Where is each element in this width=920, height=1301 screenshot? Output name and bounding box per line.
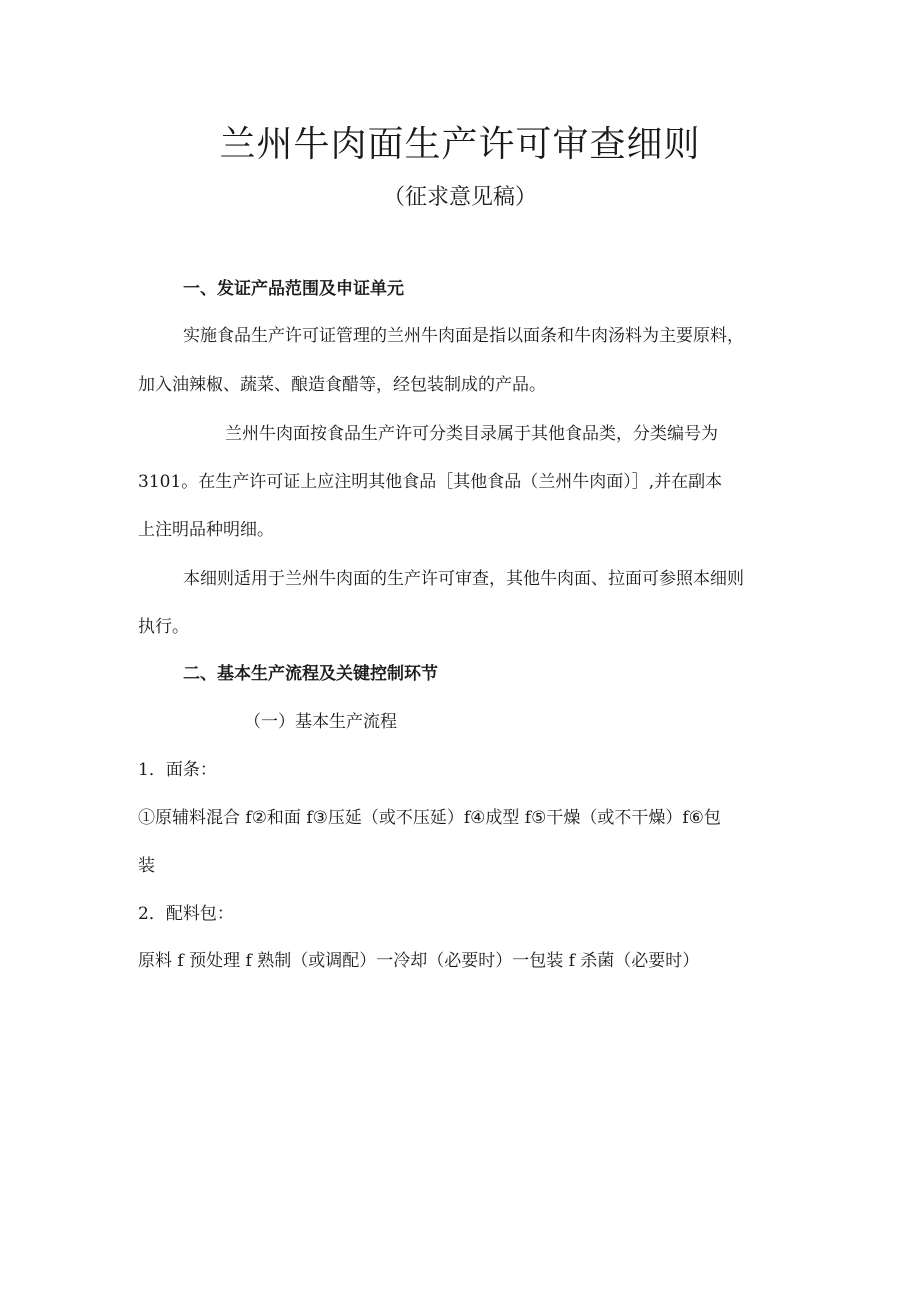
item-2-label: 2．配料包：: [138, 904, 234, 924]
section-1-para-2-line-3: 上注明品种明细。: [138, 520, 274, 540]
document-subtitle: （征求意见稿）: [382, 185, 537, 210]
document-title: 兰州牛肉面生产许可审查细则: [219, 124, 701, 165]
item-1-line-1: ①原辅料混合 f②和面 f③压延（或不压延）f④成型 f⑤干燥（或不干燥）f⑥包: [138, 808, 721, 828]
item-2-line: 原料 f 预处理 f 熟制（或调配）一冷却（必要时）一包装 f 杀菌（必要时）: [138, 951, 700, 971]
section-1-para-1-line-2: 加入油辣椒、蔬菜、酿造食醋等，经包装制成的产品。: [138, 375, 546, 395]
section-2-heading: 二、基本生产流程及关键控制环节: [183, 664, 438, 684]
section-1-para-3-line-1: 本细则适用于兰州牛肉面的生产许可审查，其他牛肉面、拉面可参照本细则: [183, 569, 744, 589]
section-1-heading: 一、发证产品范围及申证单元: [183, 279, 404, 299]
subsection-1-heading: （一）基本生产流程: [244, 712, 397, 732]
section-1-para-3-line-2: 执行。: [138, 617, 189, 637]
section-1-para-2-line-1: 兰州牛肉面按食品生产许可分类目录属于其他食品类，分类编号为: [225, 424, 718, 444]
item-1-line-2: 装: [138, 856, 155, 876]
section-1-para-1-line-1: 实施食品生产许可证管理的兰州牛肉面是指以面条和牛肉汤料为主要原料，: [183, 326, 744, 346]
section-1-para-2-line-2: 3101。在生产许可证上应注明其他食品［其他食品（兰州牛肉面）］,并在副本: [138, 472, 723, 492]
item-1-label: 1．面条：: [138, 760, 217, 780]
